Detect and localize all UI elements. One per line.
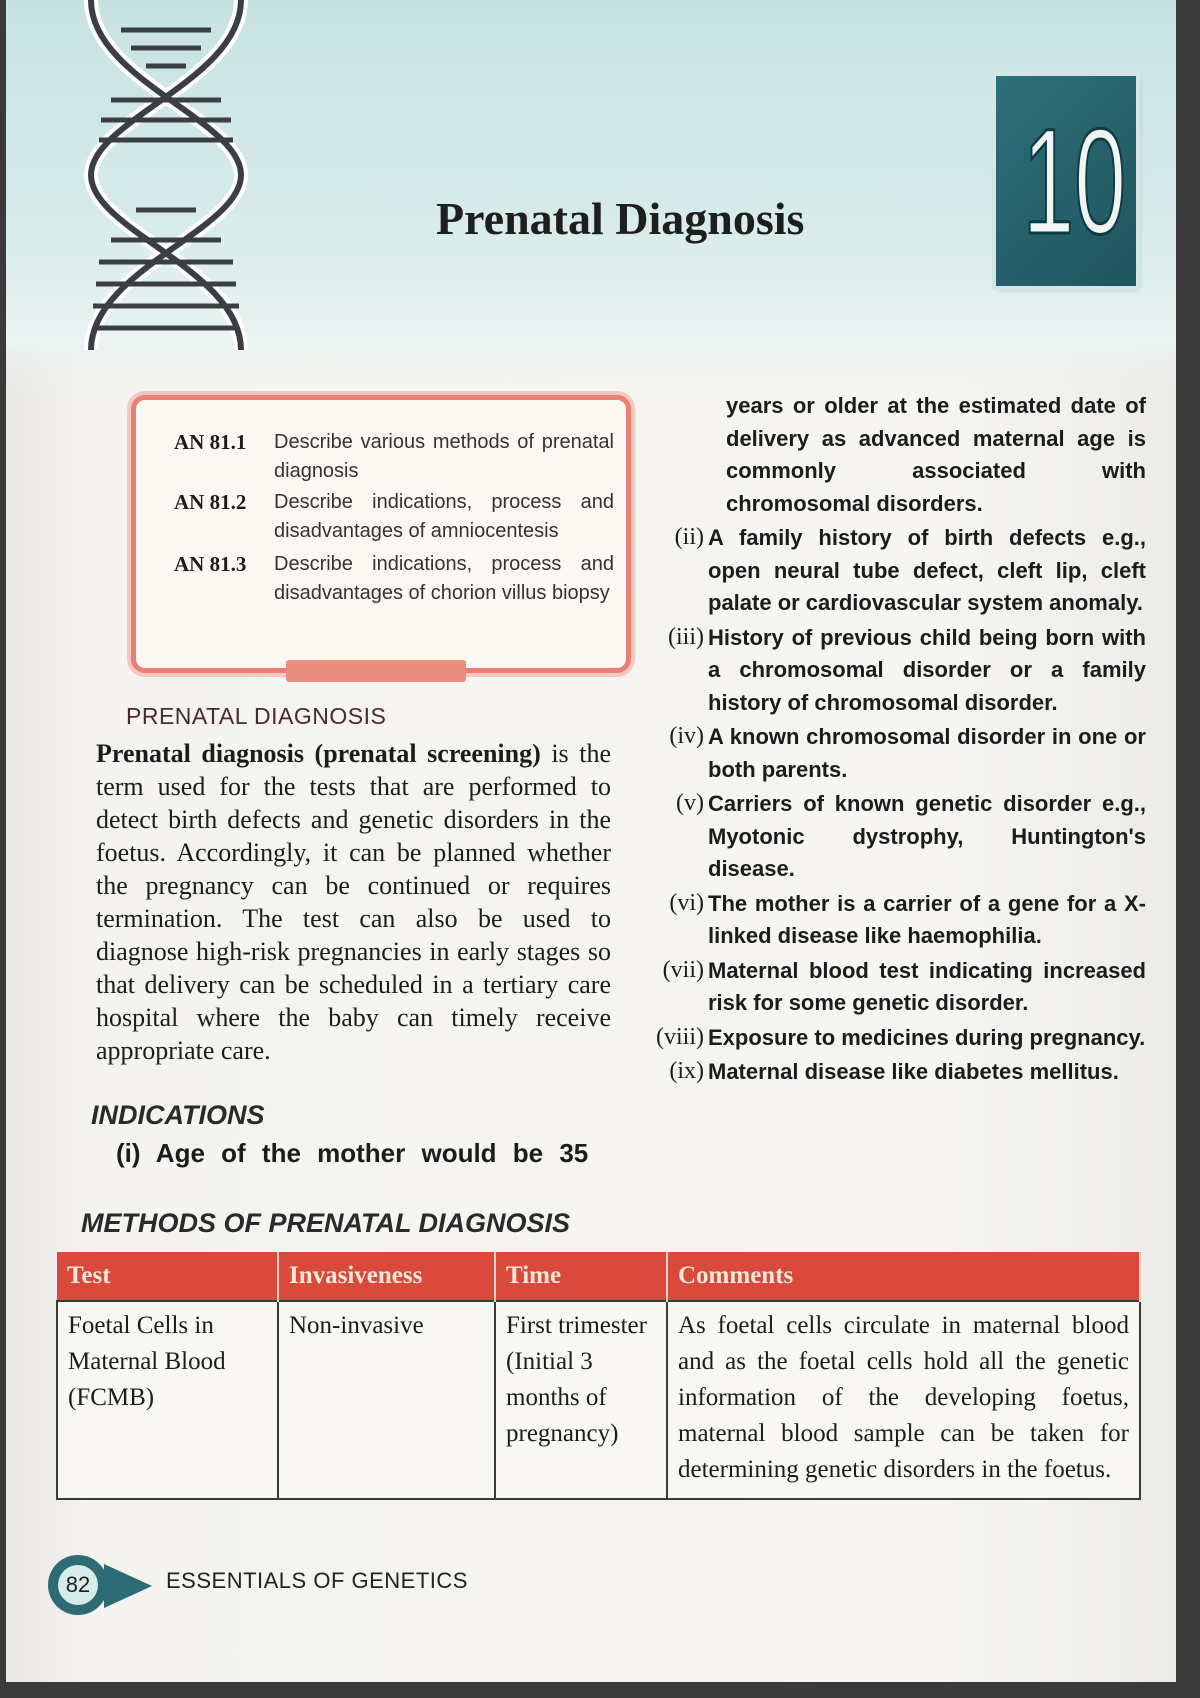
learning-objectives-box — [131, 395, 631, 673]
prenatal-body-text: is the term used for the tests that are performed to detect birth defects and genetic disorders in the foetus. Accordingly, it can be planned whether the pregnancy can be continued or requires termination. The test can also be used to diagnose high-risk pregnancies in early stages so that delivery can be scheduled in a tertiary care hospital where the baby can timely receive appropriate care. — [96, 739, 611, 1065]
footer-arrow-icon — [104, 1564, 152, 1608]
prenatal-lead-term: Prenatal diagnosis (prenatal screening) — [96, 739, 541, 768]
chapter-number-badge — [996, 76, 1136, 286]
indications-heading: INDICATIONS — [91, 1100, 265, 1130]
objective-code: AN 81.1 — [174, 430, 247, 454]
objective-item — [174, 550, 614, 608]
column-header-invasiveness: Invasiveness — [278, 1252, 495, 1301]
objective-code: AN 81.3 — [174, 552, 247, 576]
chapter-title: Prenatal Diagnosis — [436, 193, 805, 244]
indication-item: (iv) A known chromosomal disorder in one or both parents. — [669, 723, 1146, 782]
chapter-number: 10 — [1022, 97, 1127, 265]
dna-helix-icon — [51, 0, 281, 350]
indication-item: (vi) The mother is a carrier of a gene for a X-linked disease like haemophilia. — [669, 889, 1146, 948]
objective-item — [174, 488, 614, 546]
indication-item-1-continued: years or older at the estimated date of delivery as advanced maternal age is commonly associated with chromosomal disorders. — [726, 393, 1146, 516]
cell-time: First trimester (Initial 3 months of pregnancy) — [495, 1301, 667, 1499]
indication-item: (vii) Maternal blood test indicating increased risk for some genetic disorder. — [662, 956, 1146, 1015]
indications-column — [646, 390, 1146, 1091]
objective-code: AN 81.2 — [174, 490, 247, 514]
objectives-box-tab — [286, 660, 466, 682]
indication-item: (v) Carriers of known genetic disorder e.g., Myotonic dystrophy, Huntington's disease. — [676, 790, 1146, 881]
page-number: 82 — [65, 1572, 91, 1597]
book-title-footer: ESSENTIALS OF GENETICS — [166, 1568, 468, 1593]
indication-item: (ix) Maternal disease like diabetes mellitus. — [669, 1058, 1119, 1084]
objective-text: Describe various methods of prenatal diagnosis — [274, 431, 614, 482]
book-page — [6, 0, 1176, 1682]
indication-item: (iii) History of previous child being born with a chromosomal disorder or a family history of chromosomal disorder. — [668, 623, 1146, 715]
cell-comments: As foetal cells circulate in maternal blood and as the foetal cells hold all the genetic information of the developing foetus, maternal blood sample can be taken for determining genetic disorders in the foetus. — [667, 1301, 1140, 1499]
indication-item: (viii) Exposure to medicines during pregnancy. — [656, 1023, 1146, 1050]
objective-item — [174, 428, 614, 486]
table-header-row — [57, 1252, 1140, 1301]
column-header-time: Time — [495, 1252, 667, 1301]
column-header-test: Test — [57, 1252, 278, 1301]
prenatal-diagnosis-paragraph — [96, 737, 611, 1067]
prenatal-diagnosis-heading: PRENATAL DIAGNOSIS — [126, 703, 387, 729]
objective-text: Describe indications, process and disadvantages of chorion villus biopsy — [274, 553, 614, 604]
methods-table-wrapper — [56, 1252, 1141, 1500]
column-header-comments: Comments — [667, 1252, 1140, 1301]
methods-table — [56, 1252, 1141, 1500]
objective-text: Describe indications, process and disadvantages of amniocentesis — [274, 491, 614, 542]
methods-heading: METHODS OF PRENATAL DIAGNOSIS — [81, 1208, 571, 1238]
indication-item-1: (i) Age of the mother would be 35 — [116, 1138, 589, 1168]
indication-item: (ii) A family history of birth defects e.g., open neural tube defect, cleft lip, cleft palate or cardiovascular system anomaly. — [674, 524, 1146, 615]
table-row — [57, 1301, 1140, 1499]
cell-invasiveness: Non-invasive — [278, 1301, 495, 1499]
cell-test: Foetal Cells in Maternal Blood (FCMB) — [57, 1301, 278, 1499]
